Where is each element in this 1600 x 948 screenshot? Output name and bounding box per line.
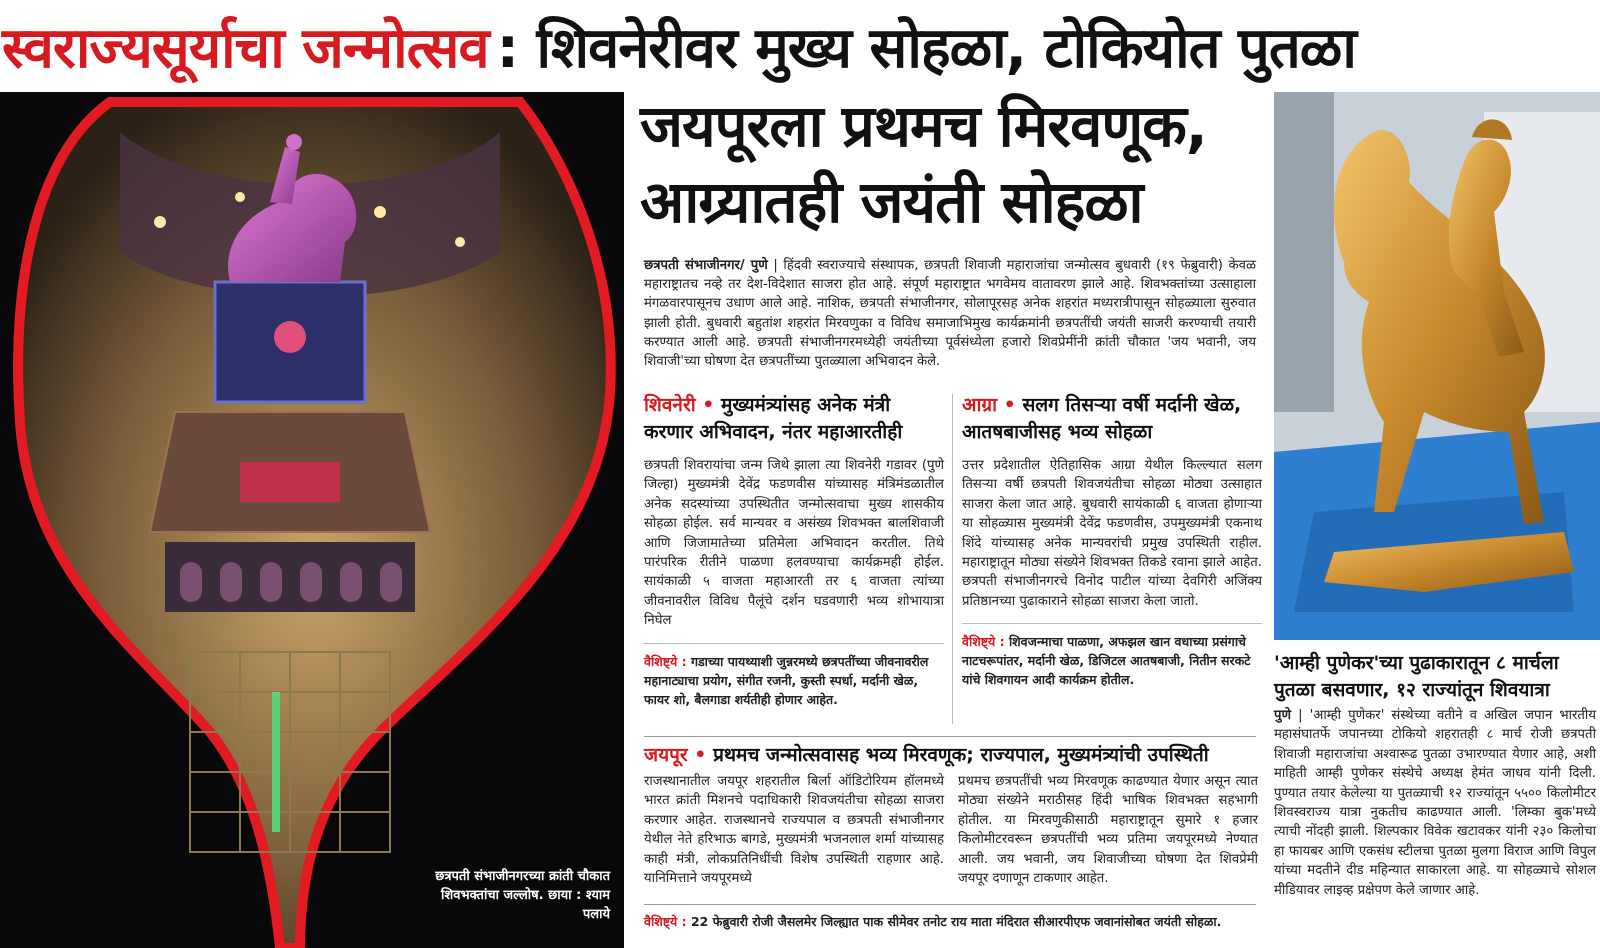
agra-title: सलग तिसऱ्या वर्षी मर्दानी खेळ, आतषबाजीसह भव्य सोहळा [962, 394, 1242, 443]
jaipur-rule [644, 736, 1256, 737]
headline-line-2: आग्र्यातही जयंती सोहळा [640, 168, 1143, 236]
golden-statue-illustration [1274, 92, 1600, 640]
agra-feature-label: वैशिष्ट्ये : [962, 634, 1005, 650]
shivneri-section [644, 392, 944, 709]
kranti-chowk-illustration [0, 92, 624, 948]
agra-heading [962, 392, 1262, 446]
jaipur-features [644, 904, 1256, 931]
column-divider [952, 394, 953, 724]
shivneri-heading [644, 392, 944, 446]
jaipur-body-left: राजस्थानातील जयपूर शहरातील बिर्ला ऑडिटोरियम हॉलमध्ये भारत क्रांती मिशनचे पदाधिकारी शिवजयंतीचा सोहळा साजरा करणार आहेत. राजस्थानचे राज्यपाल व छत्रपती संभाजीनगर येथील नेते हरिभाऊ बागडे, मुख्यमंत्री भजनलाल शर्मा यांच्यासह काही मंत्री, लोकप्रतिनिधींची विशेष उपस्थिती राहणार आहे. यानिमित्ताने जयपूरमध्ये [644, 774, 944, 887]
headline-line-1: जयपूरला प्रथमच मिरवणूक, [640, 92, 1207, 160]
intro-paragraph [644, 256, 1256, 371]
tokyo-dateline: पुणे [1274, 708, 1292, 723]
statue-photo [1274, 92, 1600, 640]
agra-section [962, 392, 1262, 689]
jaipur-tag: जयपूर • [644, 744, 707, 766]
photo-caption: छत्रपती संभाजीनगरच्या क्रांती चौकात शिवभक्तांचा जल्लोष. छाया : श्याम पलाये [435, 869, 610, 922]
jaipur-title: प्रथमच जन्मोत्सवासह भव्य मिरवणूक; राज्यपाल, मुख्यमंत्र्यांची उपस्थिती [706, 744, 1209, 766]
tokyo-heading: 'आम्ही पुणेकर'च्या पुढाकारातून ८ मार्चला पुतळा बसवणार, १२ राज्यांतून शिवयात्रा [1274, 652, 1559, 701]
shivneri-title: मुख्यमंत्र्यांसह अनेक मंत्री करणार अभिवादन, नंतर महाआरतीही [644, 394, 903, 443]
intro-text: | हिंदवी स्वराज्याचे संस्थापक, छत्रपती शिवाजी महाराजांचा जन्मोत्सव बुधवारी (१९ फेब्रुवारी) केवळ महाराष्ट्रातच नव्हे तर देश-विदेशात साजरा होत आहे. संपूर्ण महाराष्ट्रात भगवेमय वातावरण झाले आहे. शिवभक्तांच्या उत्साहाला मंगळवारपासूनच उधाण आले आहे. नाशिक, छत्रपती संभाजीनगर, सोलापूरसह अनेक शहरांत मध्यरात्रीपासून सोहळ्याला सुरुवात झाली होती. बुधवारी बहुतांश शहरांत मिरवणुका व विविध समाजाभिमुख कार्यक्रमांनी छत्रपतींची जयंती साजरी करण्याची तयारी करण्यात आली आहे. छत्रपती संभाजीनगरमध्येही जयंतीच्या पूर्वसंध्येला हजारो शिवप्रेमींनी क्रांती चौकात 'जय भवानी, जय शिवाजी'च्या घोषणा देत छत्रपतींच्या पुतळ्याला अभिवादन केले. [644, 258, 1256, 370]
jaipur-feature-text: 22 फेब्रुवारी रोजी जैसलमेर जिल्ह्यात पाक सीमेवर तनोट राय माता मंदिरात सीआरपीएफ जवानांसोबत जयंती सोहळा. [686, 914, 1222, 929]
masthead-red-title: स्वराज्यसूर्याचा जन्मोत्सव [2, 16, 489, 81]
shivneri-feature-text: गडाच्या पायथ्याशी जुन्नरमध्ये छत्रपतींच्या जीवनावरील महानाट्याचा प्रयोग, संगीत रजनी, कुस्ती स्पर्धा, मर्दानी खेळ, फायर शो, बैलगाडा शर्यतीही होणार आहेत. [644, 653, 929, 707]
masthead [0, 0, 1600, 92]
main-headline [640, 88, 1260, 240]
masthead-black-title: : शिवनेरीवर मुख्य सोहळा, टोकियोत पुतळा [496, 16, 1356, 81]
tokyo-body [1274, 706, 1596, 900]
left-photo [0, 92, 624, 948]
shivneri-tag: शिवनेरी • [644, 394, 715, 416]
shivneri-body: छत्रपती शिवरायांचा जन्म जिथे झाला त्या शिवनेरी गडावर (पुणे जिल्हा) मुख्यमंत्री देवेंद्र फडणवीस यांच्यासह मंत्रिमंडळातील अनेक सदस्यांच्या उपस्थितीत जन्मोत्सवाचा मुख्य शासकीय सोहळा होईल. सर्व मान्यवर व असंख्य शिवभक्त बालशिवाजी आणि जिजामातेच्या प्रतिमेला अभिवादन करतील. तिथे पारंपरिक रीतीने पाळणा हलवण्याचा कार्यक्रमही होईल. सायंकाळी ५ वाजता महाआरती तर ६ वाजता त्यांच्या जीवनावरील विविध पैलूंचे दर्शन घडवणारी भव्य शोभायात्रा निघेल [644, 458, 944, 629]
jaipur-feature-label: वैशिष्ट्ये : [644, 914, 687, 929]
agra-feature-text: शिवजन्माचा पाळणा, अफझल खान वधाच्या प्रसंगाचे नाटचरूपांतर, मर्दानी खेळ, डिजिटल आतषबाजी, नितीन सरकटे यांचे शिवगायन आदी कार्यक्रम होतील. [962, 634, 1251, 688]
tokyo-text: | 'आम्ही पुणेकर' संस्थेच्या वतीने व अखिल जपान भारतीय महासंघातर्फे जपानच्या टोकियो शहरातही ८ मार्च रोजी छत्रपती शिवाजी महाराजांचा अश्वारूढ पुतळा उभारण्यात येणार आहे, अशी माहिती आम्ही पुणेकर संस्थेचे अध्यक्ष हेमंत जाधव यांनी दिली. पुण्यात तयार केलेल्या या पुतळ्याची १२ राज्यांतून ५५०० किलोमीटर शिवस्वराज्य यात्रा नुकतीच काढण्यात आली. 'लिम्का बुक'मध्ये त्याची नोंदही झाली. शिल्पकार विवेक खटावकर यांनी २३० किलोचा हा फायबर आणि एकसंध स्टीलचा पुतळा मुलगा विराज आणि विपुल यांच्या मदतीने दीड महिन्यात साकारला आहे. या सोहळ्याचे सोशल मीडियावर लाइव्ह प्रक्षेपण केले जाणार आहे. [1274, 708, 1596, 898]
agra-tag: आग्रा • [962, 394, 1016, 416]
jaipur-body-right: प्रथमच छत्रपतींची भव्य मिरवणूक काढण्यात येणार असून त्यात मोठ्या संख्येने मराठीसह हिंदी भाषिक शिवभक्त सहभागी होतील. या मिरवणुकीसाठी महाराष्ट्रातून सुमारे १ हजार किलोमीटरवरून छत्रपतींची भव्य प्रतिमा जयपूरमध्ये नेण्यात आली. जय भवानी, जय शिवाजीच्या घोषणा देत शिवप्रेमी जयपूर दणाणून टाकणार आहेत. [958, 774, 1258, 887]
shivneri-features [644, 643, 944, 709]
agra-features [962, 623, 1262, 689]
shivneri-feature-label: वैशिष्ट्ये : [644, 653, 687, 669]
agra-body: उत्तर प्रदेशातील ऐतिहासिक आग्रा येथील किल्ल्यात सलग तिसऱ्या वर्षी छत्रपती शिवजयंतीचा सोहळा मोठ्या उत्साहात साजरा केला जात आहे. बुधवारी सायंकाळी ६ वाजता होणाऱ्या या सोहळ्यास मुख्यमंत्री देवेंद्र फडणवीस, उपमुख्यमंत्री एकनाथ शिंदे यांच्यासह अनेक मान्यवरांची प्रमुख उपस्थिती राहील. महाराष्ट्रातून मोठ्या संख्येने शिवभक्त तिकडे रवाना झाले आहेत. छत्रपती संभाजीनगरचे विनोद पाटील यांच्या देवगिरी अजिंक्य प्रतिष्ठानच्या पुढाकाराने सोहळा साजरा केला जातो. [962, 458, 1262, 609]
intro-dateline: छत्रपती संभाजीनगर/ पुणे [644, 258, 768, 273]
jaipur-heading [644, 742, 1256, 769]
